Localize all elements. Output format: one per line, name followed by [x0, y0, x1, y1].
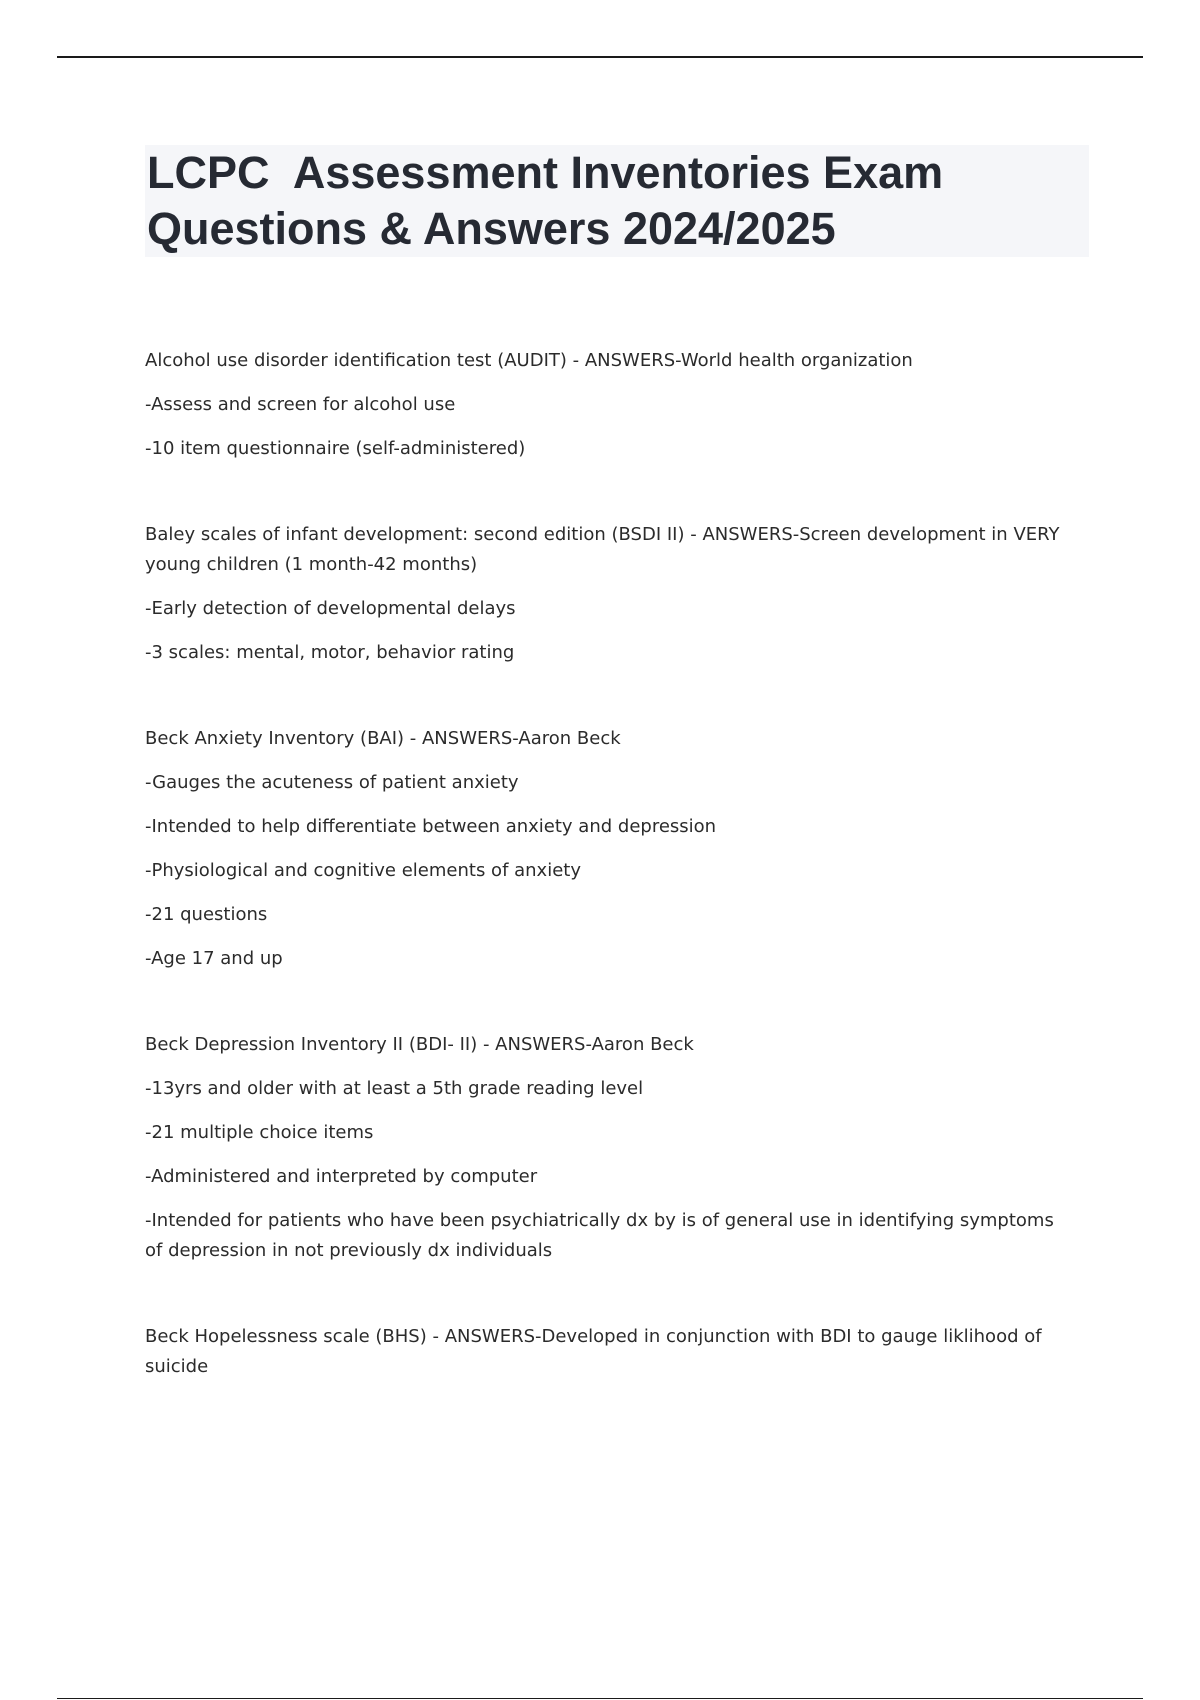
entry-detail: -Intended for patients who have been psychiatrically dx by is of general use in identifying symptoms of depression in not previously dx individuals [145, 1210, 1054, 1261]
qa-list [145, 346, 1075, 1438]
entry-detail: -13yrs and older with at least a 5th grade reading level [145, 1078, 644, 1099]
entry-question: Alcohol use disorder identification test (AUDIT) - ANSWERS-World health organization [145, 350, 913, 371]
qa-entry-audit [145, 346, 1075, 464]
entry-detail: -Assess and screen for alcohol use [145, 394, 456, 415]
bottom-divider [57, 1698, 1143, 1699]
qa-entry-bdi [145, 1030, 1075, 1266]
top-divider [57, 56, 1143, 58]
entry-question: Baley scales of infant development: second edition (BSDI II) - ANSWERS-Screen development in VERY young children (1 month-42 months) [145, 524, 1060, 575]
entry-detail: -Administered and interpreted by computer [145, 1166, 538, 1187]
entry-question: Beck Depression Inventory II (BDI- II) - ANSWERS-Aaron Beck [145, 1034, 694, 1055]
entry-detail: -Physiological and cognitive elements of anxiety [145, 860, 581, 881]
entry-detail: -Gauges the acuteness of patient anxiety [145, 772, 519, 793]
entry-detail: -21 questions [145, 904, 268, 925]
qa-entry-bai [145, 724, 1075, 974]
qa-entry-bhs [145, 1322, 1075, 1382]
page-title: LCPC Assessment Inventories Exam Questions & Answers 2024/2025 [147, 147, 956, 254]
qa-entry-bsdi [145, 520, 1075, 668]
entry-detail: -10 item questionnaire (self-administered) [145, 438, 526, 459]
entry-detail: -Early detection of developmental delays [145, 598, 516, 619]
entry-question: Beck Anxiety Inventory (BAI) - ANSWERS-Aaron Beck [145, 728, 621, 749]
entry-detail: -Intended to help differentiate between anxiety and depression [145, 816, 717, 837]
entry-detail: -21 multiple choice items [145, 1122, 374, 1143]
title-banner [145, 145, 1089, 257]
entry-detail: -Age 17 and up [145, 948, 283, 969]
entry-detail: -3 scales: mental, motor, behavior rating [145, 642, 515, 663]
entry-question: Beck Hopelessness scale (BHS) - ANSWERS-Developed in conjunction with BDI to gauge liklihood of suicide [145, 1326, 1042, 1377]
